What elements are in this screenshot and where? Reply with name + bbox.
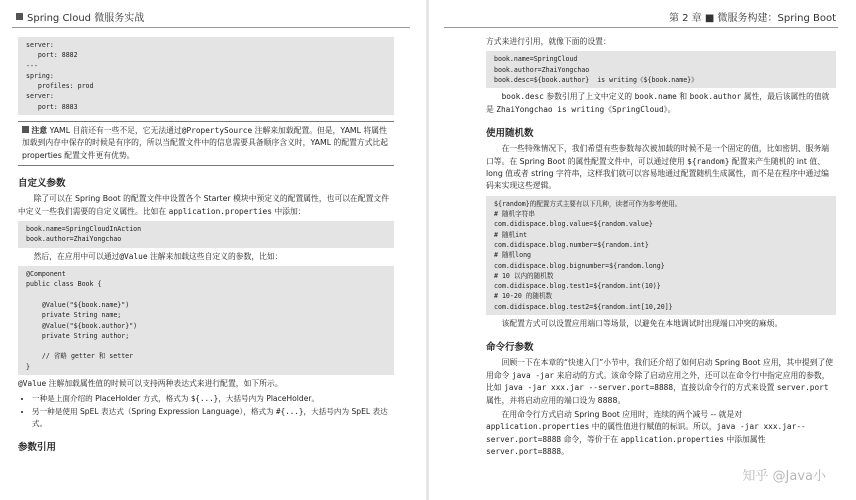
note-box: 注意 YAML 目前还有一些不足，它无法通过@PropertySource 注解来加载配置。但是，YAML 将属性加载到内存中保存的时候是有序的，所以当配置文件中的信息需要具备顺序含义时，YAML 的配置方式比起 properties 配置文件更有优势。	[18, 121, 394, 166]
square-bullet-icon	[16, 13, 23, 20]
paragraph-random: 在一些特殊情况下，我们希望有些参数每次被加载的时候不是一个固定的值，比如密钥、服务端口等。在 Spring Boot 的属性配置文件中，可以通过使用 ${random} 配置来产生随机的 int 值、long 值或者 string 字符串，这样我们就可以容易地通过配置随机生成属性，而不是在程序中通过编码来实现这些逻辑。	[486, 144, 830, 191]
header-rule	[444, 27, 838, 28]
paragraph-desc: book.desc 参数引用了上文中定义的 book.name 和 book.author 属性，最后该属性的值就是 ZhaiYongchao is writing《SpringCloud》。	[486, 92, 830, 114]
code-block-java: @Component public class Book { @Value("${book.name}") private String name; @Value("${book.author}") private String author; // 省略 getter 和 setter }	[18, 266, 394, 375]
code-block-random: ${random}的配置方式主要有以下几种，读者可作为参考使用。 # 随机字符串 com.didispace.blog.value=${random.value} # 随机int com.didispace.blog.number=${random.int} # 随机long com.didispace.blog.bignumber=${random.long} # 10 以内的随机数 com.didispace.blog.test1=${random.int(10)} # 10-20 的随机数 com.didispace.blog.test2=${random.int[10,20]}	[486, 196, 836, 315]
code-block-properties: book.name=SpringCloudInAction book.author=ZhaiYongchao	[18, 221, 394, 248]
section-heading-custom: 自定义参数	[18, 178, 66, 190]
paragraph-cmd2: 在用命令行方式启动 Spring Boot 应用时，连续的两个减号 -- 就是对 application.properties 中的属性值进行赋值的标识。所以，java -jar xxx.jar--server.port=8888 命令，等价于在 application.properties 中添加属性 server.port=8888。	[486, 410, 806, 457]
note-tag: 注意	[31, 126, 48, 136]
paragraph-then: 然后，在应用中可以通过@Value 注解来加载这些自定义的参数，比如：	[33, 251, 283, 261]
section-heading-ref: 参数引用	[18, 442, 57, 454]
code-block-ref: book.name=SpringCloud book.author=ZhaiYongchao book.desc=${book.author} is writing《${book.name}》	[486, 51, 836, 88]
code-block-yaml: server: port: 8882 --- spring: profiles: prod server: port: 8883	[18, 37, 394, 115]
left-content	[18, 34, 394, 457]
section-heading-random: 使用随机数	[486, 128, 534, 140]
section-heading-cmd: 命令行参数	[486, 342, 534, 354]
paragraph-value: @Value 注解加载属性值的时候可以支持两种表达式来进行配置，如下所示。	[18, 379, 283, 389]
paragraph-port: 该配置方式可以设置应用端口等场景，以避免在本地调试时出现端口冲突的麻烦。	[501, 319, 783, 328]
paragraph-cmd: 回顾一下在本章的“快速入门”小节中，我们还介绍了如何启动 Spring Boot 应用，其中提到了使用命令 java -jar 来启动的方式。该命令除了启动应用之外，还可以在命令行中指定应用的参数，比如 java -jar xxx.jar --server.port=8888，直接以命令行的方式来设置 server.port 属性，并将启动应用的端口设为 8888。	[486, 358, 834, 405]
right-page	[428, 0, 856, 500]
header-rule	[12, 27, 410, 28]
paragraph-custom: 除了可以在 Spring Boot 的配置文件中设置各个 Starter 模块中预定义的配置属性，也可以在配置文件中定义一些我们需要的自定义属性。比如在 application.properties 中添加：	[18, 194, 390, 216]
list-item: • 另一种是使用 SpEL 表达式（Spring Expression Language），格式为 #{...}，大括号内为 SpEL 表达式。	[32, 406, 394, 430]
watermark: 知乎 @Java小	[742, 469, 826, 484]
right-content	[486, 34, 836, 461]
expression-list	[18, 393, 394, 430]
paragraph-ref: 方式来进行引用，就像下面的设置：	[486, 37, 611, 46]
note-square-icon	[22, 126, 29, 133]
running-head-left: Spring Cloud 微服务实战	[16, 9, 144, 24]
list-item: • 一种是上面介绍的 PlaceHolder 方式，格式为 ${...}，大括号内为 PlaceHolder。	[32, 393, 394, 405]
running-head-right: 第 2 章 ■ 微服务构建：Spring Boot	[669, 13, 836, 24]
